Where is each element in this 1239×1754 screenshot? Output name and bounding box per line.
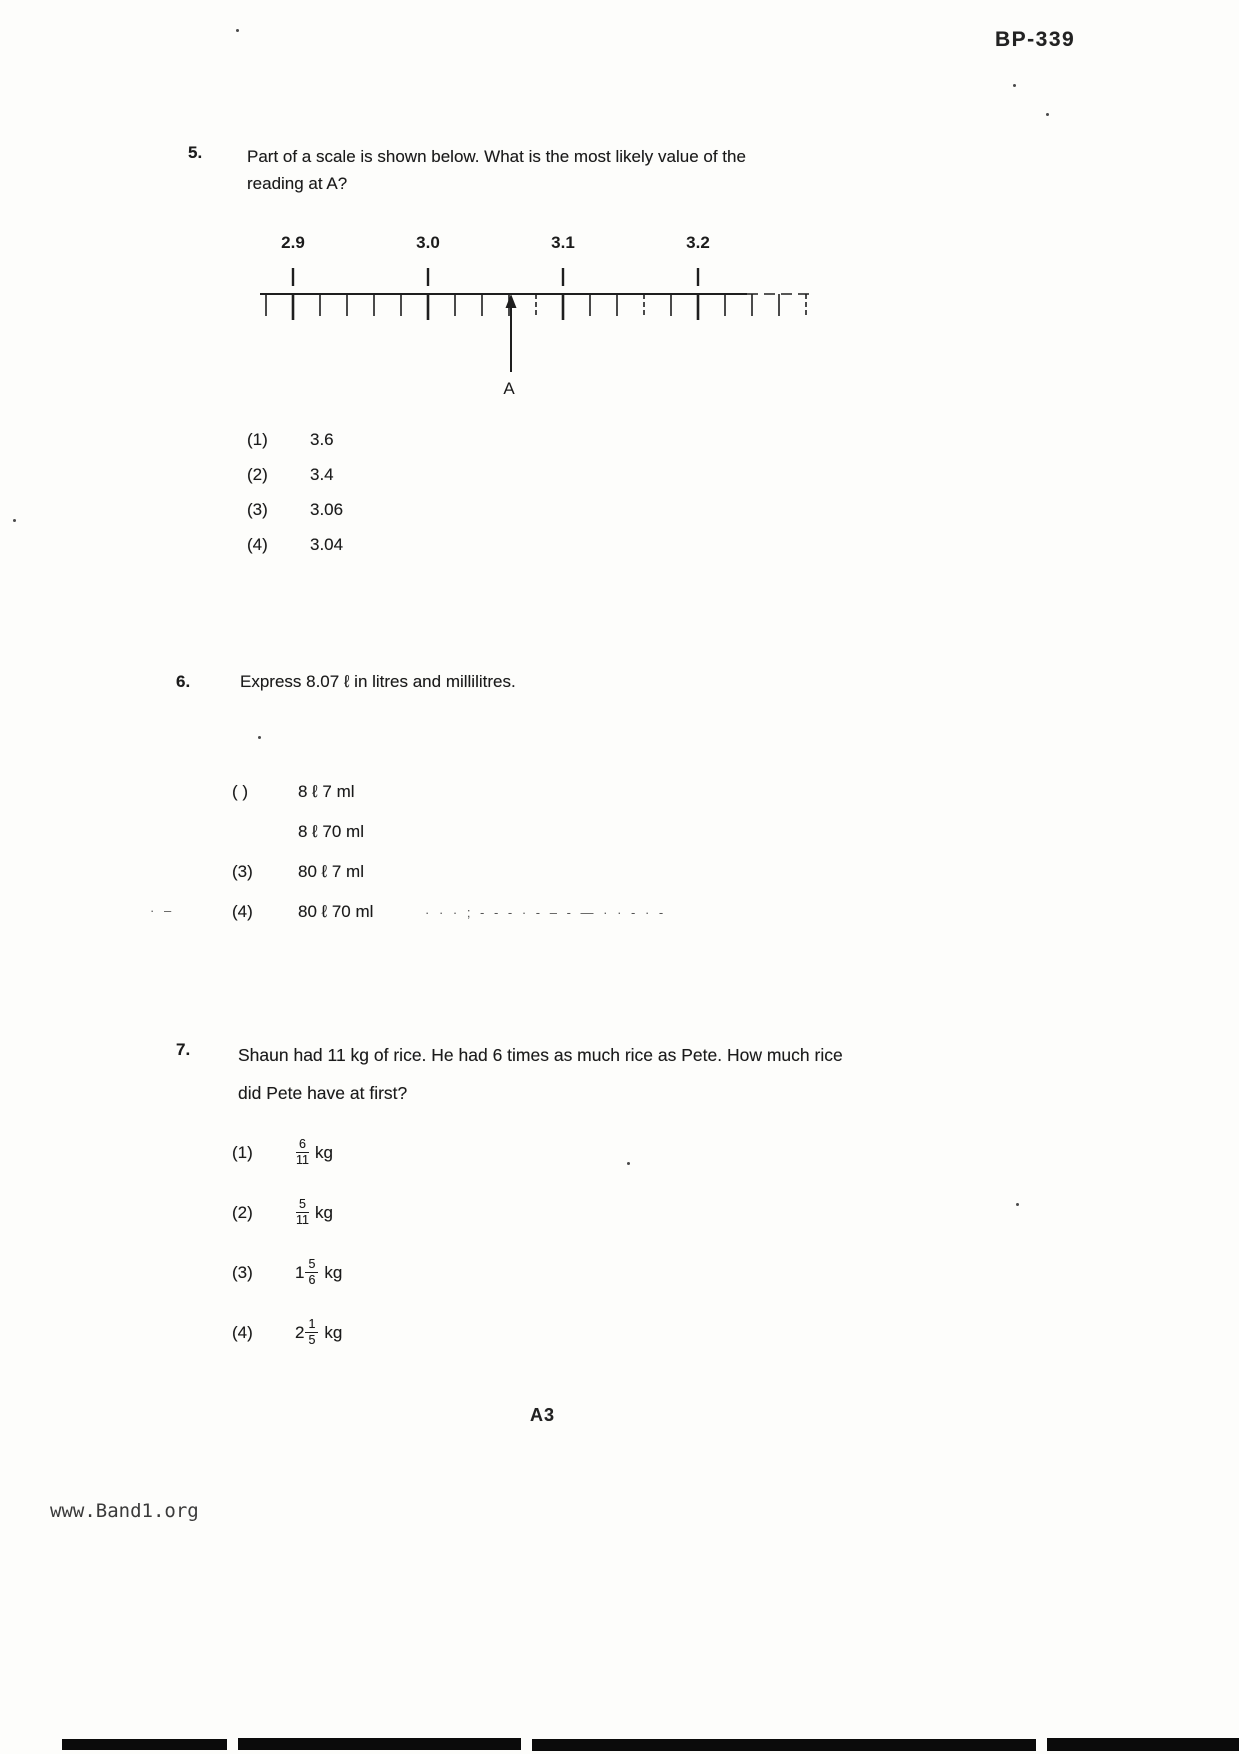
scan-bar-segment — [62, 1739, 227, 1750]
q7-option-1-label: (1) — [232, 1142, 253, 1162]
scale-diagram — [255, 230, 835, 400]
question-5-text-line-2: reading at A? — [247, 174, 348, 193]
q6-option-3 — [232, 862, 364, 882]
q7-option-2-label: (2) — [232, 1202, 253, 1222]
fraction-numerator: 5 — [296, 1198, 309, 1213]
scale-label-3.1: 3.1 — [551, 233, 575, 252]
q7-option-3-whole: 1 — [295, 1262, 305, 1282]
scan-speck — [1046, 113, 1049, 116]
q6-option-1-label: ( ) — [232, 782, 249, 801]
scan-bar-segment — [532, 1739, 1036, 1751]
scan-speck — [627, 1162, 630, 1165]
scan-speck — [258, 736, 261, 739]
q5-option-2-label: (2) — [247, 465, 268, 484]
q6-option-4 — [232, 902, 373, 922]
pointer-label: A — [503, 379, 515, 398]
q7-option-1-fraction — [296, 1138, 309, 1167]
pointer-arrow — [506, 294, 517, 372]
scan-speck — [1013, 84, 1016, 87]
q7-option-3-label: (3) — [232, 1262, 253, 1282]
q5-option-4-label: (4) — [247, 535, 268, 554]
scale-label-3.0: 3.0 — [416, 233, 440, 252]
q7-option-4 — [232, 1318, 342, 1347]
q5-option-2-value: 3.4 — [310, 465, 334, 484]
q7-option-2-unit: kg — [314, 1202, 333, 1222]
q5-option-3 — [247, 500, 343, 520]
q6-option-2-value: 8 ℓ 70 ml — [298, 822, 364, 841]
q7-option-3 — [232, 1258, 342, 1287]
scan-speck — [236, 29, 239, 32]
fraction-denominator: 11 — [296, 1153, 309, 1168]
q5-option-4-value: 3.04 — [310, 535, 344, 554]
question-7-text-line-1: Shaun had 11 kg of rice. He had 6 times as much rice as Pete. How much rice — [238, 1045, 843, 1065]
q7-option-4-label: (4) — [232, 1322, 253, 1342]
question-7-text — [238, 1036, 843, 1112]
q6-option-2 — [232, 822, 364, 842]
q6-option-3-value: 80 ℓ 7 ml — [298, 862, 364, 881]
scan-speck — [1016, 1203, 1019, 1206]
q7-option-1 — [232, 1138, 333, 1167]
page-label: A3 — [530, 1405, 556, 1425]
fraction-denominator: 6 — [308, 1273, 316, 1288]
fraction-numerator: 1 — [305, 1318, 318, 1333]
question-6-number: 6. — [176, 672, 191, 691]
scale-number-line — [255, 230, 835, 400]
q7-option-2 — [232, 1198, 333, 1227]
scale-label-3.2: 3.2 — [686, 233, 710, 252]
fraction-denominator: 11 — [296, 1213, 309, 1228]
scan-bar-segment — [238, 1738, 521, 1750]
q7-option-3-fraction — [305, 1258, 318, 1287]
scan-bar-segment — [1047, 1738, 1239, 1751]
q7-option-2-fraction — [296, 1198, 309, 1227]
question-7-text-line-2: did Pete have at first? — [238, 1083, 408, 1103]
q6-option-4-label: (4) — [232, 902, 253, 921]
q5-option-1-label: (1) — [247, 430, 268, 449]
q5-option-3-value: 3.06 — [310, 500, 344, 519]
scale-label-2.9: 2.9 — [281, 233, 305, 252]
q5-option-2 — [247, 465, 334, 485]
question-7-number: 7. — [176, 1040, 191, 1059]
scan-speck — [13, 519, 16, 522]
page-header-code: BP-339 — [995, 28, 1076, 51]
scan-noise-left: · – — [150, 903, 175, 918]
q6-option-1-value: 8 ℓ 7 ml — [298, 782, 355, 801]
q7-option-3-unit: kg — [324, 1262, 343, 1282]
q6-option-3-label: (3) — [232, 862, 253, 881]
question-5-number: 5. — [188, 143, 203, 162]
fraction-numerator: 5 — [305, 1258, 318, 1273]
q5-option-1-value: 3.6 — [310, 430, 334, 449]
footer-url: www.Band1.org — [50, 1500, 199, 1522]
question-6-text: Express 8.07 ℓ in litres and millilitres. — [240, 672, 516, 691]
q7-option-4-fraction — [305, 1318, 318, 1347]
scan-noise-row: · · · ; - - - · - – - — · · - · - — [425, 905, 667, 920]
q5-option-3-label: (3) — [247, 500, 268, 519]
q5-option-4 — [247, 535, 343, 555]
question-5-text — [247, 143, 746, 197]
q6-option-4-value: 80 ℓ 70 ml — [298, 902, 374, 921]
fraction-numerator: 6 — [296, 1138, 309, 1153]
q7-option-4-whole: 2 — [295, 1322, 305, 1342]
question-5-text-line-1: Part of a scale is shown below. What is the most likely value of the — [247, 147, 746, 166]
q5-option-1 — [247, 430, 334, 450]
q7-option-1-unit: kg — [314, 1142, 333, 1162]
fraction-denominator: 5 — [308, 1333, 316, 1348]
q6-option-1 — [232, 782, 355, 802]
q7-option-4-unit: kg — [324, 1322, 343, 1342]
